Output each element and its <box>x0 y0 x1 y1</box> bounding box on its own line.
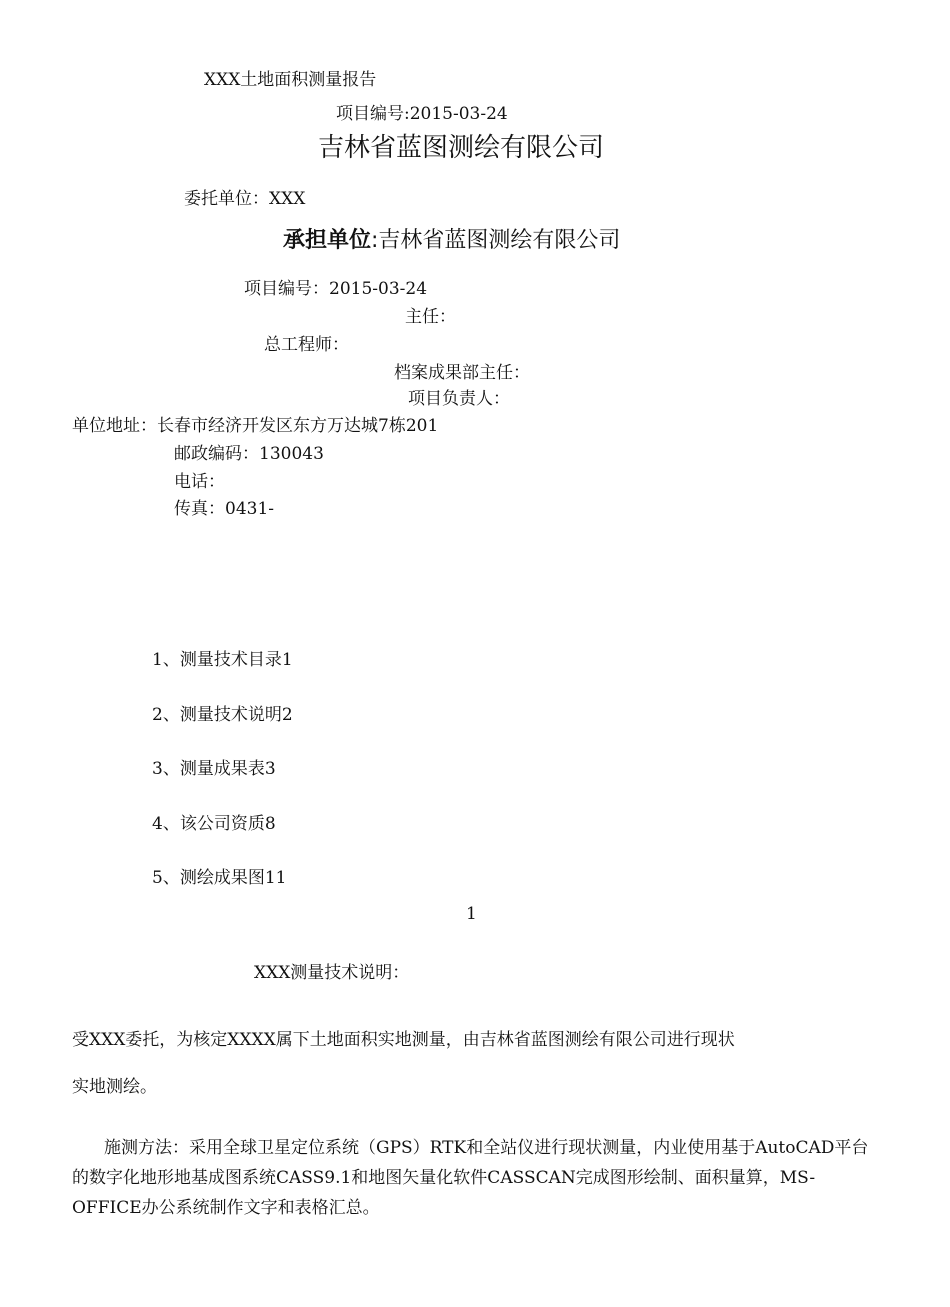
toc-item: 5、测绘成果图11 <box>152 868 287 888</box>
paragraph-line: 受XXX委托，为核定XXXX属下土地面积实地测量，由吉林省蓝图测绘有限公司进行现状 <box>72 1030 735 1050</box>
company-address: 单位地址：长春市经济开发区东方万达城7栋201 <box>72 416 439 436</box>
toc-item: 1、测量技术目录1 <box>152 650 293 670</box>
postcode: 邮政编码：130043 <box>174 444 324 464</box>
section-heading: XXX测量技术说明： <box>254 963 410 983</box>
chief-engineer-label: 总工程师： <box>264 335 349 355</box>
company-name-heading: 吉林省蓝图测绘有限公司 <box>318 133 605 163</box>
archive-director-label: 档案成果部主任： <box>394 363 530 383</box>
undertaker-unit <box>283 228 620 254</box>
director-label: 主任： <box>405 307 456 327</box>
method-paragraph: 施测方法：采用全球卫星定位系统（GPS）RTK和全站仪进行现状测量，内业使用基于AutoCAD平台的数字化地形地基成图系统CASS9.1和地图矢量化软件CASSCAN完成图形绘制、面积量算，MS-OFFICE办公系统制作文字和表格汇总。 <box>72 1138 869 1218</box>
toc-item: 4、该公司资质8 <box>152 814 276 834</box>
phone: 电话： <box>174 472 225 492</box>
project-leader-label: 项目负责人： <box>408 389 510 409</box>
page-number: 1 <box>466 904 477 924</box>
undertaker-label: 承担单位 <box>283 228 372 253</box>
project-number-top: 项目编号:2015-03-24 <box>336 104 508 124</box>
fax: 传真：0431- <box>174 499 275 519</box>
report-title: XXX土地面积测量报告 <box>204 70 377 90</box>
paragraph-line: 实地测绘。 <box>72 1077 157 1097</box>
toc-item: 2、测量技术说明2 <box>152 705 293 725</box>
undertaker-value: :吉林省蓝图测绘有限公司 <box>371 228 621 253</box>
client-unit: 委托单位：XXX <box>184 189 306 209</box>
project-number: 项目编号：2015-03-24 <box>244 279 428 299</box>
toc-item: 3、测量成果表3 <box>152 759 276 779</box>
